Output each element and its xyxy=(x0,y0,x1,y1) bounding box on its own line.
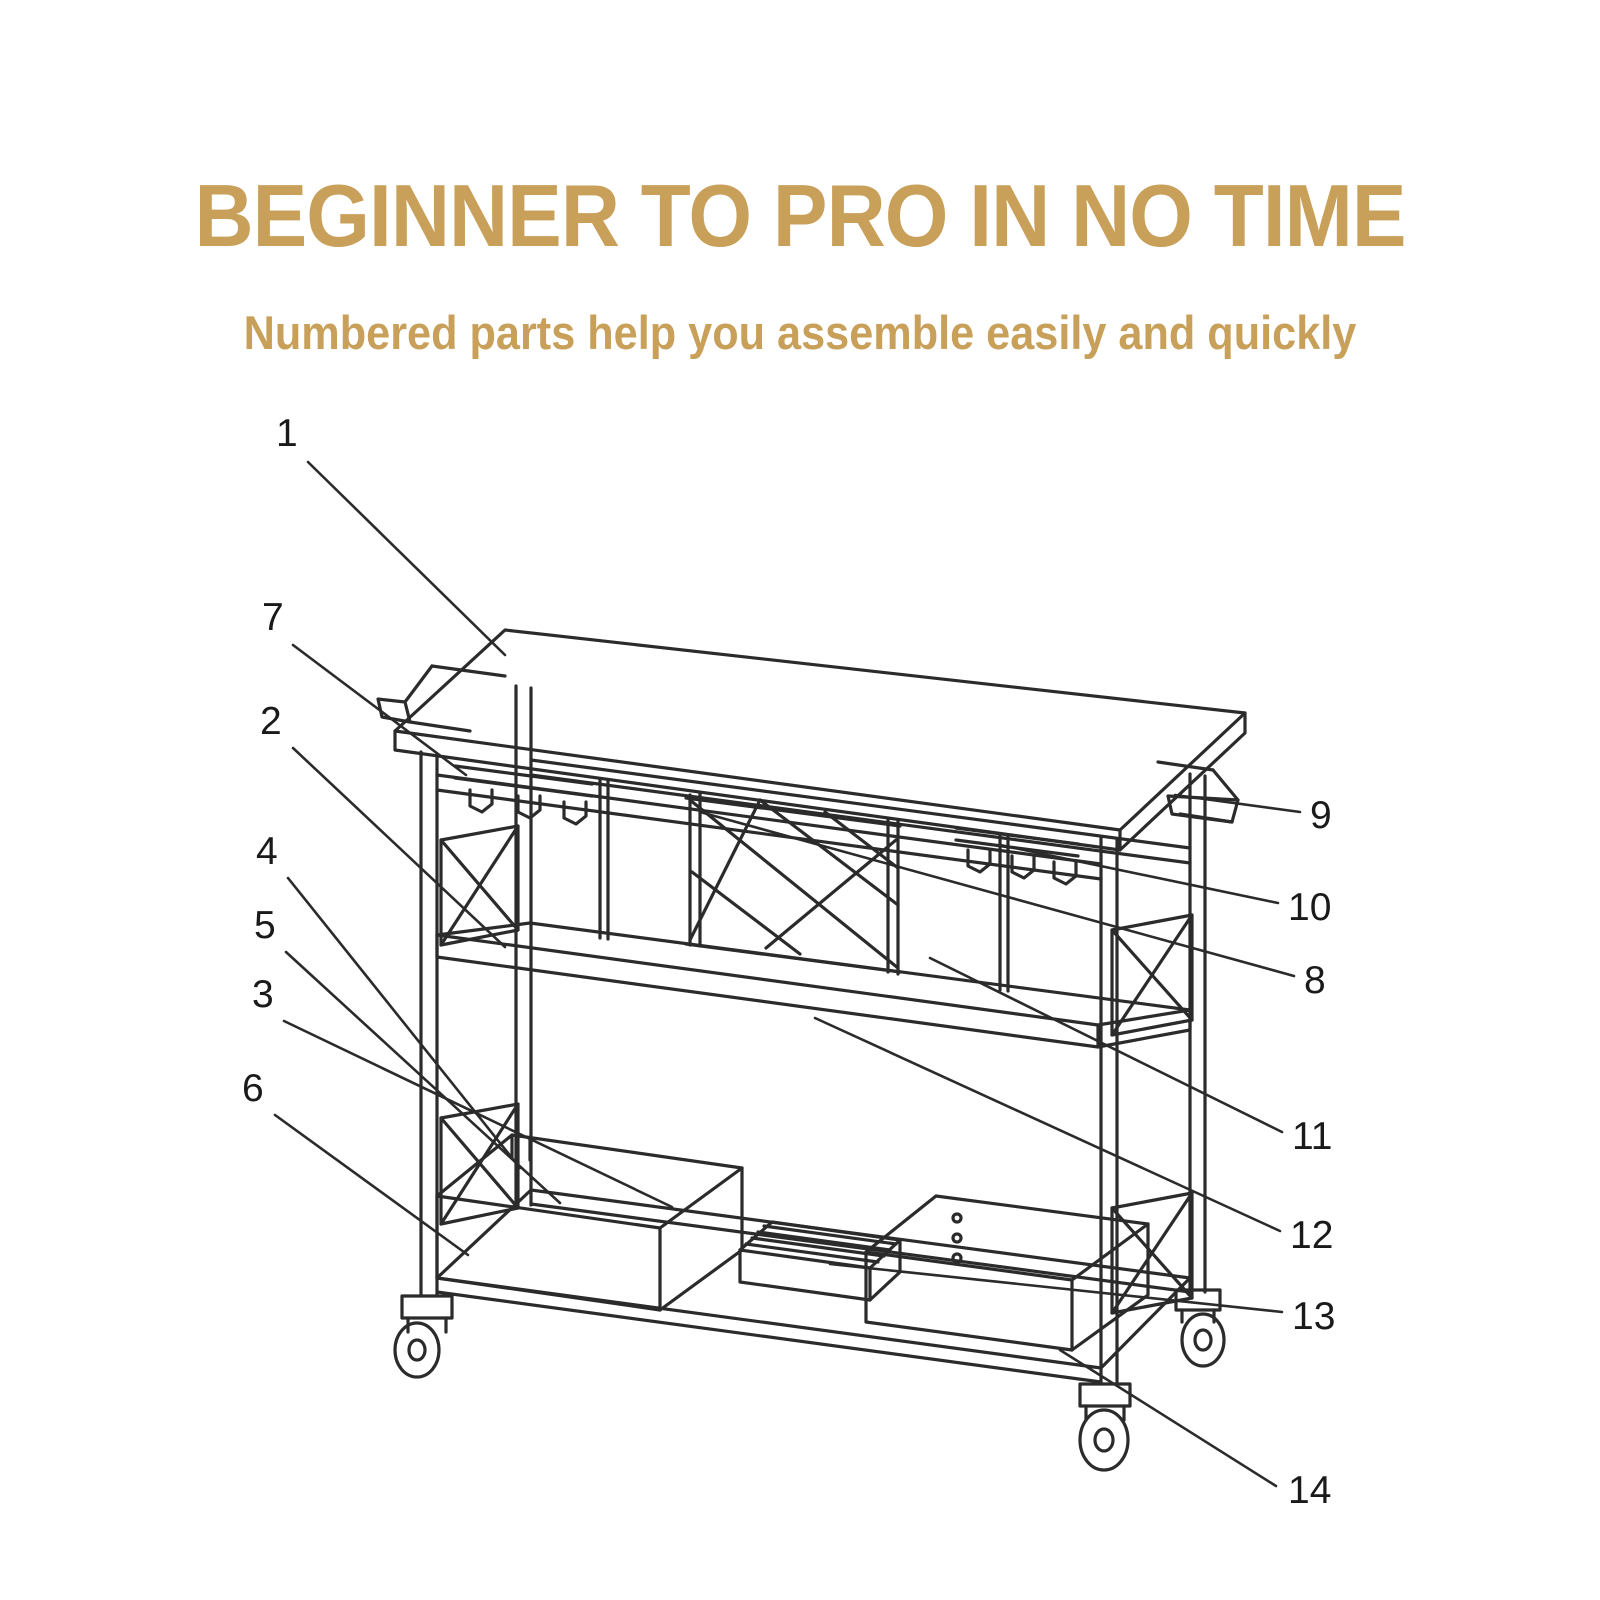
callout-5: 5 xyxy=(254,904,276,947)
callout-3: 3 xyxy=(252,973,274,1016)
glass-holder-right xyxy=(956,828,1078,884)
bottom-frame-rails xyxy=(437,1190,1190,1382)
callout-12: 12 xyxy=(1290,1214,1334,1257)
left-compartment-dividers xyxy=(600,780,608,939)
callout-13: 13 xyxy=(1292,1295,1336,1338)
right-front-leg xyxy=(1101,838,1117,1385)
page-title: BEGINNER TO PRO IN NO TIME xyxy=(194,166,1406,265)
caster-left-front xyxy=(395,1296,452,1377)
callout-14: 14 xyxy=(1288,1469,1332,1512)
right-side-bar xyxy=(1158,762,1238,822)
callout-6: 6 xyxy=(242,1067,264,1110)
callout-8: 8 xyxy=(1304,959,1326,1002)
callout-1: 1 xyxy=(276,412,298,455)
leader-lines xyxy=(275,462,1300,1486)
callout-7: 7 xyxy=(262,596,284,639)
callout-2: 2 xyxy=(260,700,282,743)
left-front-leg xyxy=(421,752,437,1296)
left-side-bar xyxy=(378,666,505,731)
callout-9: 9 xyxy=(1310,794,1332,837)
page-subtitle: Numbered parts help you assemble easily and quickly xyxy=(243,306,1357,359)
middle-shelf xyxy=(437,923,1190,1047)
caster-right-front xyxy=(1080,1384,1130,1470)
callout-10: 10 xyxy=(1288,886,1332,929)
right-compartment-dividers xyxy=(1000,835,1008,991)
callout-11: 11 xyxy=(1292,1115,1333,1158)
callout-4: 4 xyxy=(256,830,278,873)
